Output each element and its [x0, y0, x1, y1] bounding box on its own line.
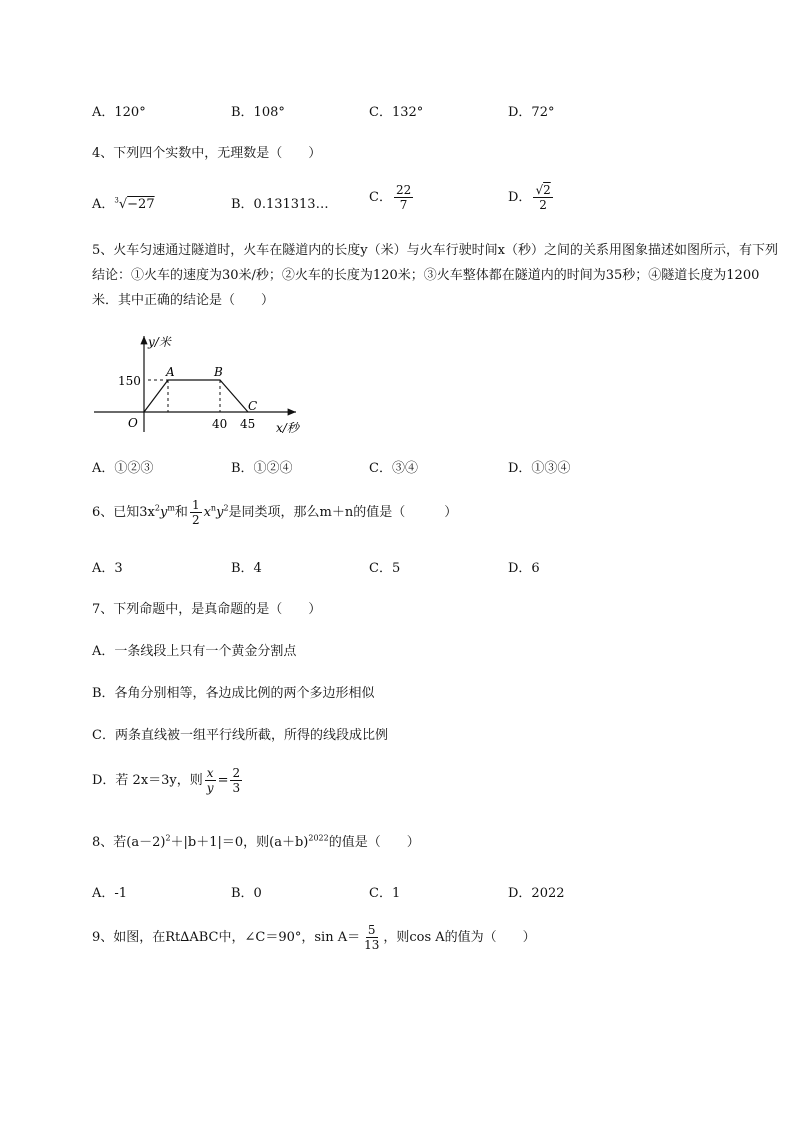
q7-option-b: B．各角分别相等，各边成比例的两个多边形相似 [92, 686, 375, 701]
equals-sign: = [217, 773, 229, 788]
q7-option-d-fraction-2 [230, 766, 242, 795]
q8-stem [92, 831, 420, 850]
q3-option-c: C．132° [369, 105, 424, 120]
q8-option-b: B．0 [231, 886, 262, 901]
fraction-numerator [205, 766, 216, 781]
q5-stem: 5、火车匀速通过隧道时，火车在隧道内的长度y（米）与火车行驶时间x（秒）之间的关系用图象描述如图所示，有下列结论：①火车的速度为30米/秒；②火车的长度为120米；③火车整体都在隧道内的时间为35秒；④隧道长度为1200米．其中正确的结论是（ ） [92, 243, 778, 308]
fraction-denominator: 7 [399, 198, 408, 212]
cube-root-sign: $^3$√ [114, 196, 128, 212]
q6-exp-4: 2 [223, 503, 229, 513]
point-c-label: C [248, 399, 258, 413]
q6-option-a: A．3 [92, 561, 123, 576]
q8-text-3: 的值是（ ） [328, 835, 420, 850]
q9-text-1: 9、如图，在Rt∆ABC中，∠C＝90°，sin A＝ [92, 930, 361, 945]
q4-option-d-fraction [533, 183, 552, 212]
fraction-numerator [533, 183, 552, 198]
q9-stem [92, 923, 536, 952]
q8-option-a: A．-1 [92, 886, 128, 901]
point-a-label: A [166, 365, 175, 379]
q6-var-x: x [203, 505, 211, 520]
q9-fraction [362, 923, 381, 952]
fraction-denominator: 3 [232, 781, 241, 795]
q4-option-c-label: C． [369, 190, 392, 205]
q8-exp-2: 2022 [308, 833, 329, 843]
q7-option-c: C．两条直线被一组平行线所截，所得的线段成比例 [92, 728, 388, 743]
q3-option-b: B．108° [231, 105, 285, 120]
origin-label: O [128, 416, 138, 430]
q5-option-b: B．①②④ [231, 461, 293, 476]
fraction-denominator: 2 [539, 198, 547, 212]
q8-text-1: 8、若(a－2) [92, 835, 166, 850]
radicand: 2 [543, 183, 551, 197]
q4-stem: 4、下列四个实数中，无理数是（ ） [92, 146, 322, 161]
q6-var-y: y [159, 505, 168, 520]
q4-option-d-label: D． [508, 190, 532, 205]
q8-exp-1: 2 [165, 833, 171, 843]
q6-text-1: 6、已知3x [92, 505, 155, 520]
q6-exp-3: n [210, 503, 217, 513]
fraction-numerator: 2 [232, 766, 241, 780]
q5-option-d: D．①③④ [508, 461, 571, 476]
sqrt-sign: √ [535, 183, 544, 197]
q7-option-d-text: D．若 2x＝3y，则 [92, 773, 203, 788]
q4-option-a-label: A． [92, 197, 115, 212]
q6-option-c: C．5 [369, 561, 401, 576]
q5-graph [88, 330, 320, 438]
q7-option-d [92, 766, 244, 795]
q4-option-a [92, 193, 155, 212]
q4-option-c-fraction [394, 183, 413, 212]
x-tick-45: 45 [240, 417, 256, 431]
q6-stem [92, 498, 457, 527]
q6-var-y2: y [216, 505, 224, 520]
q3-option-a: A．120° [92, 105, 146, 120]
q8-option-d: D．2022 [508, 886, 565, 901]
q8-text-2: ＋|b＋1|＝0，则(a＋b) [170, 835, 309, 850]
fraction-numerator: 22 [395, 183, 412, 197]
fraction-denominator: 2 [191, 513, 200, 527]
q6-option-b: B．4 [231, 561, 262, 576]
q6-text-2: 是同类项，那么m＋n的值是（ ） [228, 505, 458, 520]
q9-text-2: ，则cos A的值为（ ） [383, 930, 536, 945]
q4-option-c [369, 183, 415, 212]
q5-option-c: C．③④ [369, 461, 418, 476]
fraction-numerator: 5 [367, 923, 376, 937]
fraction-denominator: 13 [364, 938, 380, 952]
var-y: y [206, 781, 214, 795]
graph-line [144, 380, 248, 412]
q4-option-d [508, 183, 555, 212]
fraction-denominator [205, 781, 216, 795]
q4-option-a-radicand: −27 [127, 197, 155, 212]
q4-option-b: B．0.131313… [231, 197, 329, 212]
q6-exp-2: m [167, 503, 175, 513]
q7-option-a: A．一条线段上只有一个黄金分割点 [92, 644, 297, 659]
fraction-numerator: 1 [191, 498, 200, 512]
q7-option-d-fraction-1 [205, 766, 216, 795]
var-x: x [206, 766, 214, 780]
q8-option-c: C．1 [369, 886, 401, 901]
q6-exp-1: 2 [154, 503, 160, 513]
q3-option-d: D．72° [508, 105, 555, 120]
x-tick-40: 40 [212, 417, 228, 431]
q5-option-a: A．①②③ [92, 461, 154, 476]
q7-stem: 7、下列命题中，是真命题的是（ ） [92, 602, 322, 617]
q6-text-and: 和 [174, 505, 188, 520]
y-axis-label: y/米 [148, 335, 171, 349]
point-b-label: B [214, 365, 223, 379]
q6-fraction [190, 498, 202, 527]
y-tick-150: 150 [118, 374, 141, 388]
x-axis-label: x/秒 [276, 421, 299, 435]
q6-option-d: D．6 [508, 561, 540, 576]
